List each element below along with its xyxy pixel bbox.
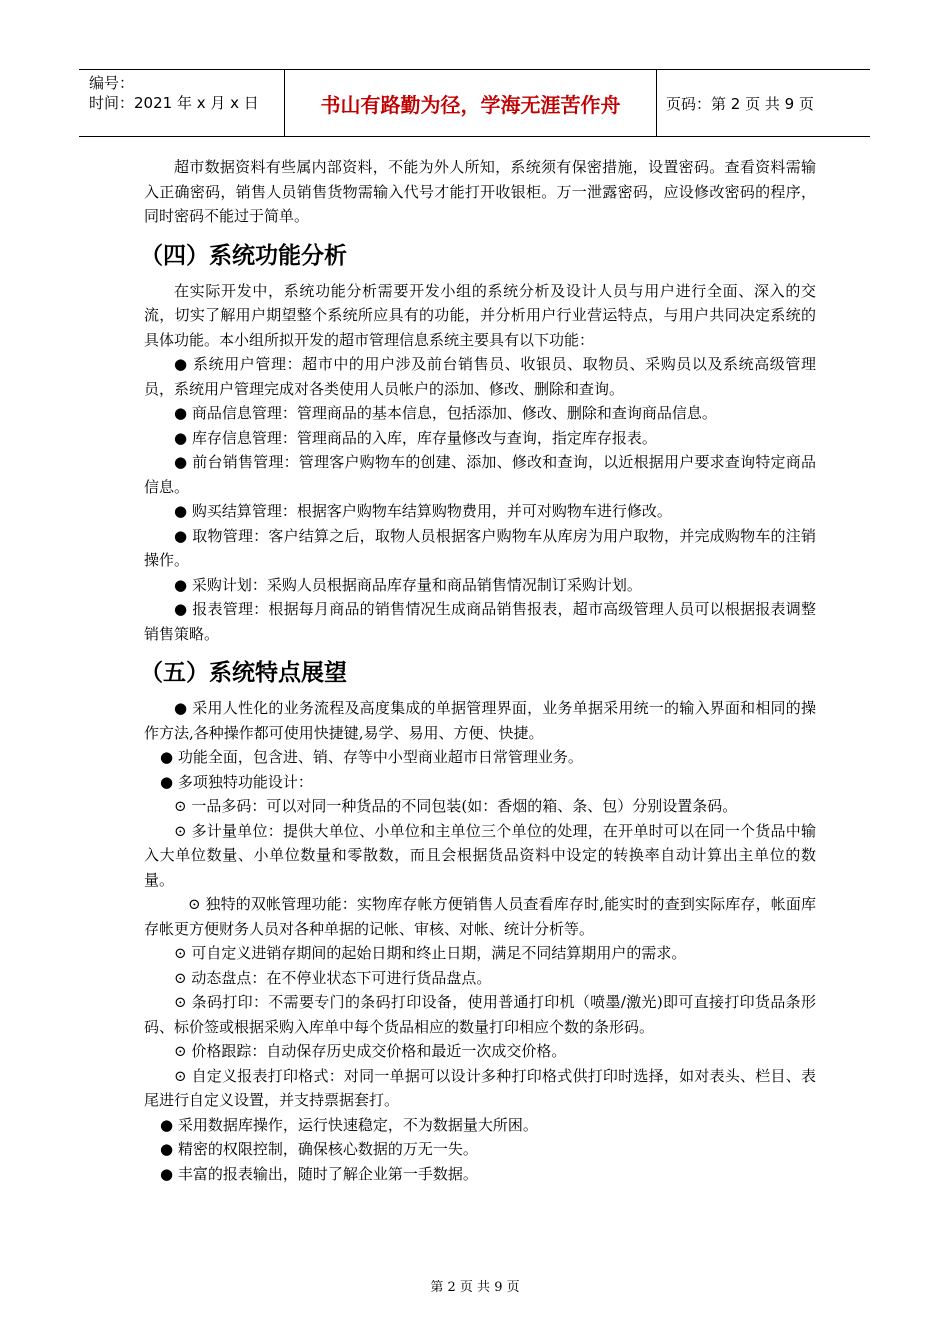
feature-item: ● 采购计划：采购人员根据商品库存量和商品销售情况制订采购计划。 [174, 575, 642, 594]
header-page-label: 页码：第 2 页 共 9 页 [666, 94, 814, 113]
date-label: 时间：2021 年 x 月 x 日 [89, 94, 259, 112]
feature-item: ⊙ 自定义报表打印格式：对同一单据可以设计多种打印格式供打印时选择，如对表头、栏目、表尾进行自定义设置，并支持票据套打。 [144, 1066, 816, 1109]
feature-item: ● 采用数据库操作，运行快速稳定，不为数据量大所困。 [160, 1115, 538, 1134]
page-footer: 第 2 页 共 9 页 [430, 1280, 520, 1295]
section-4-intro: 在实际开发中，系统功能分析需要开发小组的系统分析及设计人员与用户进行全面、深入的交流，切实了解用户期望整个系统所应具有的功能，并分析用户行业营运特点，与用户共同决定系统的具体功能。本小组所拟开发的超市管理信息系统主要具有以下功能： [144, 281, 816, 349]
header-left [79, 70, 285, 136]
header-motto: 书山有路勤为径，学海无涯苦作舟 [285, 70, 657, 136]
section-4-heading: （四）系统功能分析 [140, 242, 347, 269]
feature-item: ⊙ 动态盘点：在不停业状态下可进行货品盘点。 [174, 968, 492, 987]
feature-item: ⊙ 价格跟踪：自动保存历史成交价格和最近一次成交价格。 [174, 1042, 567, 1060]
feature-item: ● 精密的权限控制，确保核心数据的万无一失。 [160, 1140, 478, 1158]
feature-item: ● 前台销售管理：管理客户购物车的创建、添加、修改和查询，以近根据用户要求查询特定商品信息。 [144, 453, 816, 496]
feature-item: ● 报表管理：根据每月商品的销售情况生成商品销售报表，超市高级管理人员可以根据报表调整销售策略。 [144, 600, 816, 643]
feature-item: ● 采用人性化的业务流程及高度集成的单据管理界面，业务单据采用统一的输入界面和相同的操作方法,各种操作都可使用快捷键,易学、易用、方便、快捷。 [144, 699, 816, 742]
feature-item: ⊙ 多计量单位：提供大单位、小单位和主单位三个单位的处理，在开单时可以在同一个货品中输入大单位数量、小单位数量和零散数，而且会根据货品资料中设定的转换率自动计算出主单位的数量。 [144, 821, 816, 889]
feature-item: ● 丰富的报表输出，随时了解企业第一手数据。 [160, 1164, 478, 1183]
number-label: 编号： [89, 74, 135, 92]
document-body [140, 155, 816, 1186]
section-5-heading: （五）系统特点展望 [140, 660, 347, 686]
feature-item: ⊙ 可自定义进销存期间的起始日期和终止日期，满足不同结算期用户的需求。 [174, 944, 687, 962]
feature-item: ⊙ 一品多码：可以对同一种货品的不同包装(如：香烟的箱、条、包）分别设置条码。 [174, 797, 738, 815]
intro-paragraph: 超市数据资料有些属内部资料，不能为外人所知，系统须有保密措施，设置密码。查看资料需输入正确密码，销售人员销售货物需输入代号才能打开收银柜。万一泄露密码，应设修改密码的程序，同时密码不能过于简单。 [144, 158, 816, 225]
page-header [79, 69, 870, 137]
feature-item: ● 系统用户管理：超市中的用户涉及前台销售员、收银员、取物员、采购员以及系统高级管理员，系统用户管理完成对各类使用人员帐户的添加、修改、删除和查询。 [144, 355, 816, 398]
feature-item: ⊙ 独特的双帐管理功能：实物库存帐方便销售人员查看库存时,能实时的查到实际库存，帐面库存帐更方便财务人员对各种单据的记帐、审核、对帐、统计分析等。 [144, 895, 816, 938]
feature-item: ● 取物管理：客户结算之后，取物人员根据客户购物车从库房为用户取物，并完成购物车的注销操作。 [144, 526, 816, 569]
feature-item: ● 购买结算管理：根据客户购物车结算购物费用，并可对购物车进行修改。 [174, 502, 672, 520]
feature-item: ● 多项独特功能设计： [160, 772, 313, 791]
feature-item: ⊙ 条码打印：不需要专门的条码打印设备，使用普通打印机（喷墨/激光)即可直接打印货品条形码、标价签或根据采购入库单中每个货品相应的数量打印相应个数的条形码。 [144, 993, 816, 1036]
feature-item: ● 商品信息管理：管理商品的基本信息，包括添加、修改、删除和查询商品信息。 [174, 404, 717, 422]
feature-item: ● 库存信息管理：管理商品的入库，库存量修改与查询，指定库存报表。 [174, 428, 657, 447]
feature-item: ● 功能全面，包含进、销、存等中小型商业超市日常管理业务。 [160, 748, 583, 766]
